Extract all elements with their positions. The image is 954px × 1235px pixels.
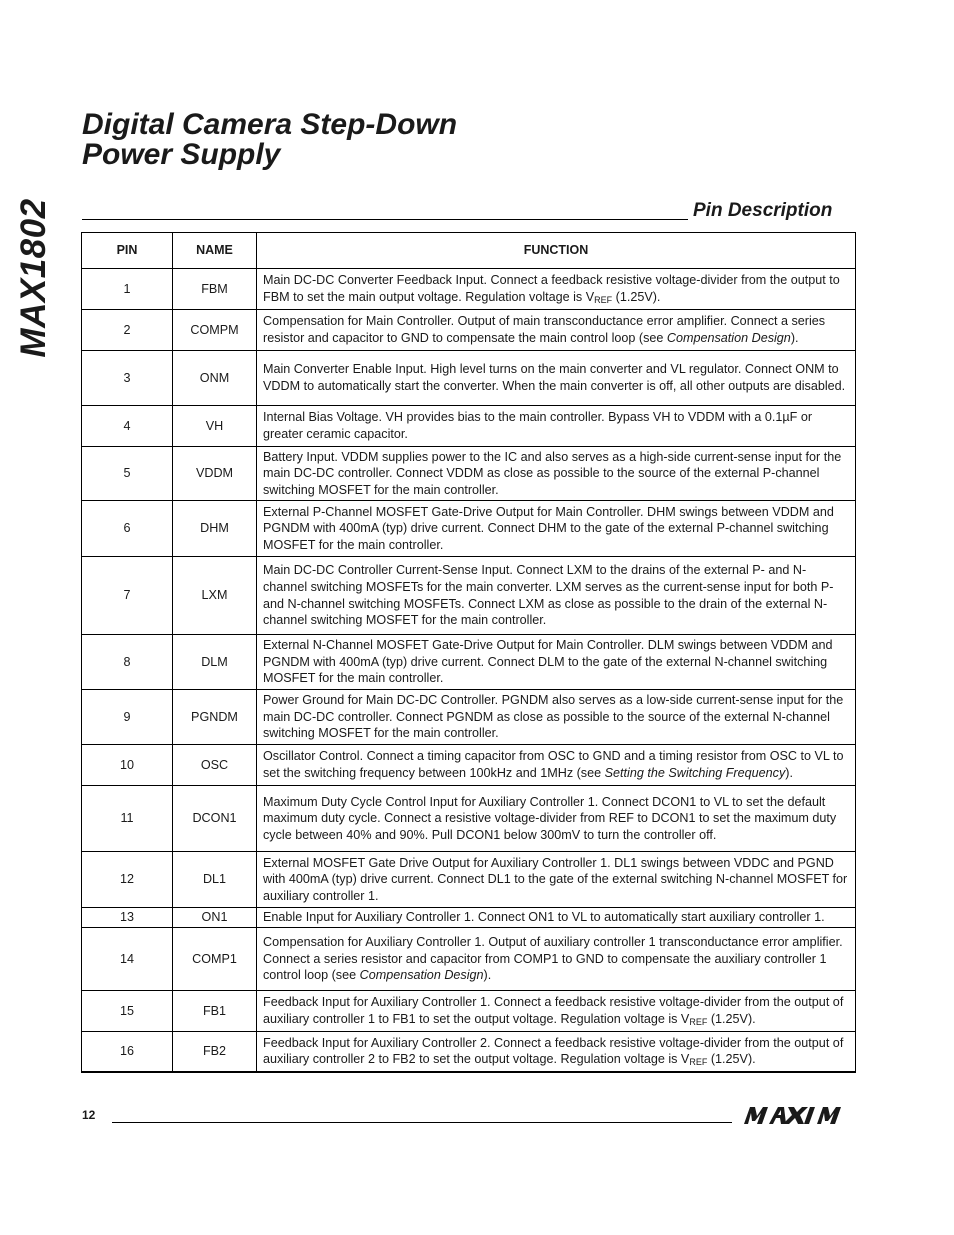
table-row bbox=[82, 745, 856, 786]
pin-name-cell: OSC bbox=[173, 745, 257, 786]
function-text: Feedback Input for Auxiliary Controller 1. Connect a feedback resistive voltage-divider from the output of auxiliary controller 1 to FB1 to set the output voltage. Regulation voltage is V bbox=[263, 995, 844, 1026]
pin-function-cell bbox=[257, 501, 856, 557]
cross-reference-text: Compensation Design bbox=[666, 331, 791, 345]
function-text: Compensation for Main Controller. Output of main transconductance error amplifier. Connect a series resistor and capacitor to GND to compensate the main control loop (see bbox=[263, 314, 826, 345]
pin-name-cell: FBM bbox=[173, 269, 257, 310]
table-row bbox=[82, 447, 856, 501]
cross-reference-text: Setting the Switching Frequency bbox=[604, 766, 786, 780]
table-row bbox=[82, 991, 856, 1032]
pin-function-cell bbox=[257, 690, 856, 745]
pin-function-cell bbox=[257, 908, 856, 928]
pin-function-cell bbox=[257, 745, 856, 786]
table-row bbox=[82, 690, 856, 745]
function-text: External P-Channel MOSFET Gate-Drive Output for Main Controller. DHM swings between VDDM and PGNDM with 400mA (typ) drive current. Connect DHM to the gate of the external P-channel switching MOSFET for the main controller. bbox=[263, 504, 834, 552]
pin-number-cell: 11 bbox=[82, 786, 173, 852]
pin-number-cell: 2 bbox=[82, 310, 173, 351]
function-text: Oscillator Control. Connect a timing capacitor from OSC to GND and a timing resistor from OSC to VL to set the switching frequency between 100kHz and 1MHz (see bbox=[263, 749, 844, 780]
pin-name-cell: VDDM bbox=[173, 447, 257, 501]
function-text: Feedback Input for Auxiliary Controller 2. Connect a feedback resistive voltage-divider from the output of auxiliary controller 2 to FB2 to set the output voltage. Regulation voltage is V bbox=[263, 1035, 844, 1067]
pin-function-cell bbox=[257, 635, 856, 690]
pin-name-cell: PGNDM bbox=[173, 690, 257, 745]
function-text: ). bbox=[483, 968, 492, 983]
table-row bbox=[82, 908, 856, 928]
table-row bbox=[82, 501, 856, 557]
table-row bbox=[82, 928, 856, 991]
function-text: External N-Channel MOSFET Gate-Drive Output for Main Controller. DLM swings between VDDM and PGNDM with 400mA (typ) drive current. Connect DLM to the gate of the external N-channel switching MOSFET for the main controller. bbox=[263, 638, 833, 686]
pin-number-cell: 7 bbox=[82, 557, 173, 635]
table-row bbox=[82, 310, 856, 351]
pin-function-cell bbox=[257, 406, 856, 447]
function-text: (1.25V). bbox=[707, 1052, 756, 1067]
function-text: Main DC-DC Controller Current-Sense Input. Connect LXM to the drains of the external P- and N-channel switching MOSFETs for the main converter. LXM serves as the current-sense input for both P- and N-channel switching MOSFETs. Connect LXM as close as possible to the drain of the external N-channel switching MOSFET for the main controller. bbox=[263, 563, 834, 628]
function-text: (1.25V). bbox=[612, 290, 661, 304]
pin-function-cell bbox=[257, 310, 856, 351]
function-text: Battery Input. VDDM supplies power to the IC and also serves as a high-side current-sense input for the main DC-DC controller. Connect VDDM as close as possible to the source of the external P-channel switching MOSFET for the main controller. bbox=[263, 449, 842, 497]
pin-number-cell: 3 bbox=[82, 351, 173, 406]
pin-function-cell bbox=[257, 269, 856, 310]
pin-name-cell: COMPM bbox=[173, 310, 257, 351]
pin-name-cell: VH bbox=[173, 406, 257, 447]
function-text: Internal Bias Voltage. VH provides bias to the main controller. Bypass VH to VDDM with a 0.1µF or greater ceramic capacitor. bbox=[263, 410, 813, 441]
function-text: Main Converter Enable Input. High level turns on the main converter and VL regulator. Connect ONM to VDDM to automatically start the converter. When the main converter is off, all other outputs are disabled. bbox=[263, 362, 846, 393]
table-body bbox=[82, 269, 856, 1072]
pin-function-cell bbox=[257, 1032, 856, 1072]
pin-number-cell: 5 bbox=[82, 447, 173, 501]
page-number: 12 bbox=[82, 1108, 96, 1122]
function-text: Maximum Duty Cycle Control Input for Auxiliary Controller 1. Connect DCON1 to VL to set the default maximum duty cycle. Connect a resistive voltage-divider from REF to DCON1 to set the maximum duty cycle between 40% and 90%. Pull DCON1 below 300mV to turn the controller off. bbox=[263, 794, 837, 842]
pin-number-cell: 10 bbox=[82, 745, 173, 786]
pin-name-cell: LXM bbox=[173, 557, 257, 635]
section-title: Pin Description bbox=[693, 200, 833, 221]
table-row bbox=[82, 406, 856, 447]
pin-name-cell: DLM bbox=[173, 635, 257, 690]
header-function: FUNCTION bbox=[257, 233, 856, 269]
pin-number-cell: 15 bbox=[82, 991, 173, 1032]
pin-number-cell: 14 bbox=[82, 928, 173, 991]
cross-reference-text: Compensation Design bbox=[359, 968, 484, 983]
pin-name-cell: DL1 bbox=[173, 852, 257, 908]
pin-number-cell: 8 bbox=[82, 635, 173, 690]
section-divider bbox=[82, 219, 688, 220]
pin-function-cell bbox=[257, 786, 856, 852]
title-line-1: Digital Camera Step-Down bbox=[82, 108, 458, 141]
pin-number-cell: 1 bbox=[82, 269, 173, 310]
pin-description-table bbox=[81, 232, 856, 1073]
pin-name-cell: FB2 bbox=[173, 1032, 257, 1072]
document-title bbox=[82, 110, 457, 170]
table-row bbox=[82, 635, 856, 690]
table-row bbox=[82, 786, 856, 852]
part-number-text: MAX1802 bbox=[14, 197, 53, 358]
pin-number-cell: 9 bbox=[82, 690, 173, 745]
pin-name-cell: FB1 bbox=[173, 991, 257, 1032]
pin-name-cell: ON1 bbox=[173, 908, 257, 928]
function-text: Main DC-DC Converter Feedback Input. Connect a feedback resistive voltage-divider from the output to FBM to set the main output voltage. Regulation voltage is V bbox=[263, 273, 840, 304]
pin-number-cell: 12 bbox=[82, 852, 173, 908]
pin-number-cell: 4 bbox=[82, 406, 173, 447]
function-text: Enable Input for Auxiliary Controller 1. Connect ON1 to VL to automatically start auxiliary controller 1. bbox=[263, 910, 825, 925]
pin-function-cell bbox=[257, 852, 856, 908]
function-text: (1.25V). bbox=[707, 1012, 756, 1026]
table-header-row bbox=[82, 233, 856, 269]
pin-name-cell: DCON1 bbox=[173, 786, 257, 852]
subscript-text: REF bbox=[689, 1017, 708, 1027]
pin-name-cell: ONM bbox=[173, 351, 257, 406]
table-row bbox=[82, 557, 856, 635]
pin-function-cell bbox=[257, 557, 856, 635]
function-text: Power Ground for Main DC-DC Controller. PGNDM also serves as a low-side current-sense input for the main DC-DC controller. Connect PGNDM as close as possible to the source of the external N-channel switching MOSFET for the main controller. bbox=[263, 693, 844, 741]
pin-name-cell: DHM bbox=[173, 501, 257, 557]
pin-number-cell: 13 bbox=[82, 908, 173, 928]
function-text: ). bbox=[790, 331, 799, 345]
header-name: NAME bbox=[173, 233, 257, 269]
pin-function-cell bbox=[257, 928, 856, 991]
part-number-side-label bbox=[4, 195, 64, 360]
pin-function-cell bbox=[257, 991, 856, 1032]
table-row bbox=[82, 351, 856, 406]
pin-name-cell: COMP1 bbox=[173, 928, 257, 991]
function-text: ). bbox=[785, 766, 793, 780]
subscript-text: REF bbox=[594, 295, 613, 305]
maxim-logo bbox=[740, 1104, 854, 1126]
function-text: Compensation for Auxiliary Controller 1. Output of auxiliary controller 1 transconductance error amplifier. Connect a series resistor and capacitor from COMP1 to GND to compensate the auxiliary controller 1 control loop (see bbox=[263, 935, 843, 983]
pin-number-cell: 16 bbox=[82, 1032, 173, 1072]
pin-number-cell: 6 bbox=[82, 501, 173, 557]
table-row bbox=[82, 1032, 856, 1072]
pin-function-cell bbox=[257, 351, 856, 406]
function-text: External MOSFET Gate Drive Output for Auxiliary Controller 1. DL1 swings between VDDC and PGND with 400mA (typ) drive current. Connect DL1 to the gate of the external switching N-channel MOSFET for auxiliary controller 1. bbox=[263, 855, 848, 903]
table-row bbox=[82, 852, 856, 908]
table-row bbox=[82, 269, 856, 310]
subscript-text: REF bbox=[689, 1057, 708, 1068]
footer-divider bbox=[112, 1122, 732, 1123]
header-pin: PIN bbox=[82, 233, 173, 269]
pin-function-cell bbox=[257, 447, 856, 501]
title-line-2: Power Supply bbox=[82, 138, 281, 171]
